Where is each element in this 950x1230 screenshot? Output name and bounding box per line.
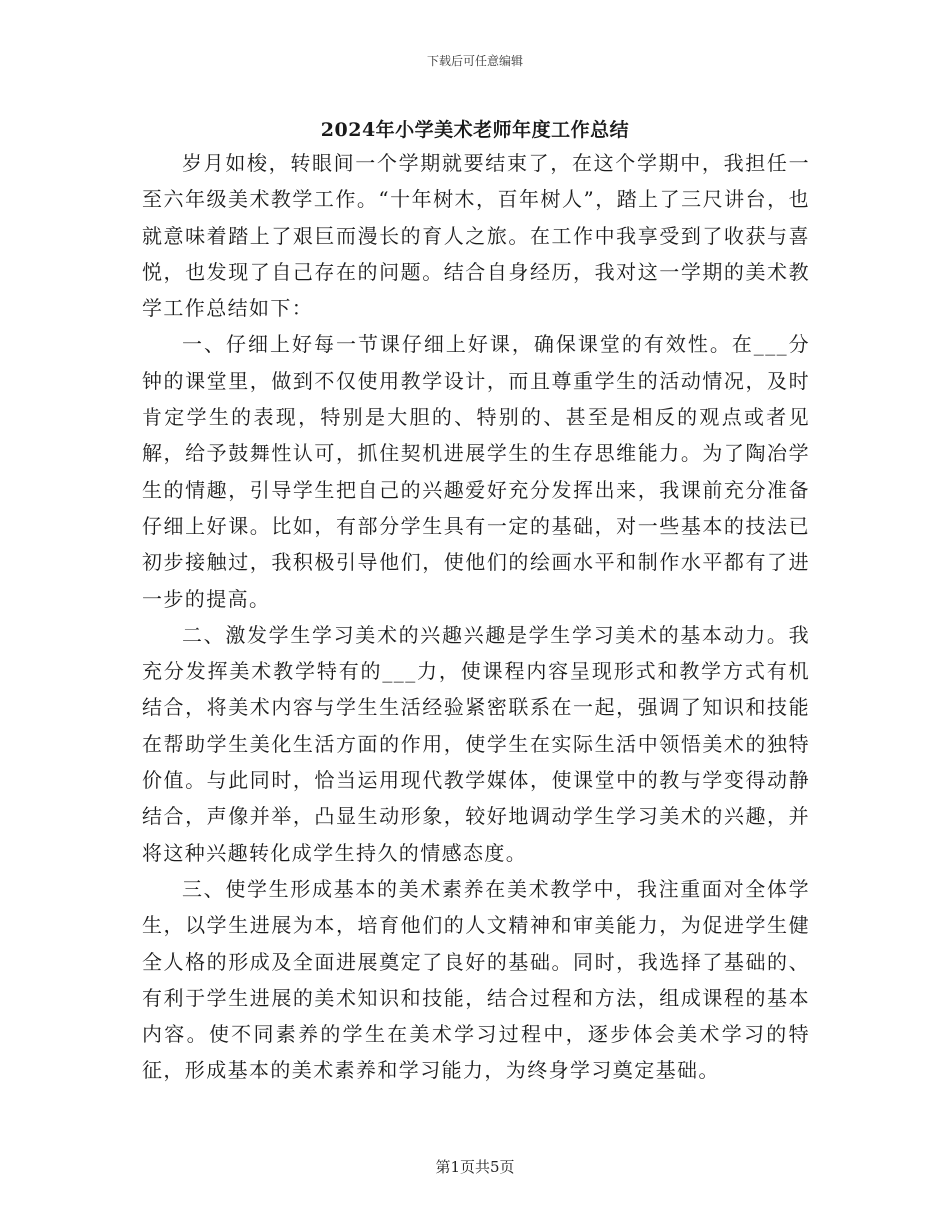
document-title: 2024年小学美术老师年度工作总结 <box>320 119 630 141</box>
paragraph-section-1: 一、仔细上好每一节课仔细上好课，确保课堂的有效性。在___分钟的课堂里，做到不仅使用教学设计，而且尊重学生的活动情况，及时肯定学生的表现，特别是大胆的、特别的、甚至是相反的观点或者见解，给予鼓舞性认可，抓住契机进展学生的生存思维能力。为了陶冶学生的情趣，引导学生把自己的兴趣爱好充分发挥出来，我课前充分准备仔细上好课。比如，有部分学生具有一定的基础，对一些基本的技法已初步接触过，我积极引导他们，使他们的绘画水平和制作水平都有了进一步的提高。 <box>142 332 810 611</box>
paragraph-section-3: 三、使学生形成基本的美术素养在美术教学中，我注重面对全体学生，以学生进展为本，培育他们的人文精神和审美能力，为促进学生健全人格的形成及全面进展奠定了良好的基础。同时，我选择了基础的、有利于学生进展的美术知识和技能，结合过程和方法，组成课程的基本内容。使不同素养的学生在美术学习过程中，逐步体会美术学习的特征，形成基本的美术素养和学习能力，为终身学习奠定基础。 <box>142 876 810 1083</box>
paragraph-intro: 岁月如梭，转眼间一个学期就要结束了，在这个学期中，我担任一至六年级美术教学工作。“十年树木，百年树人”，踏上了三尺讲台，也就意味着踏上了艰巨而漫长的育人之旅。在工作中我享受到了收获与喜悦，也发现了自己存在的问题。结合自身经历，我对这一学期的美术教学工作总结如下： <box>142 151 810 321</box>
document-body <box>142 145 810 1089</box>
header-note: 下载后可任意编辑 <box>426 54 523 68</box>
paragraph-section-2: 二、激发学生学习美术的兴趣兴趣是学生学习美术的基本动力。我充分发挥美术教学特有的___力，使课程内容呈现形式和教学方式有机结合，将美术内容与学生生活经验紧密联系在一起，强调了知识和技能在帮助学生美化生活方面的作用，使学生在实际生活中领悟美术的独特价值。与此同时，恰当运用现代教学媒体，使课堂中的教与学变得动静结合，声像并举，凸显生动形象，较好地调动学生学习美术的兴趣，并将这种兴趣转化成学生持久的情感态度。 <box>142 622 810 865</box>
page-number: 第1页共5页 <box>435 1158 515 1176</box>
